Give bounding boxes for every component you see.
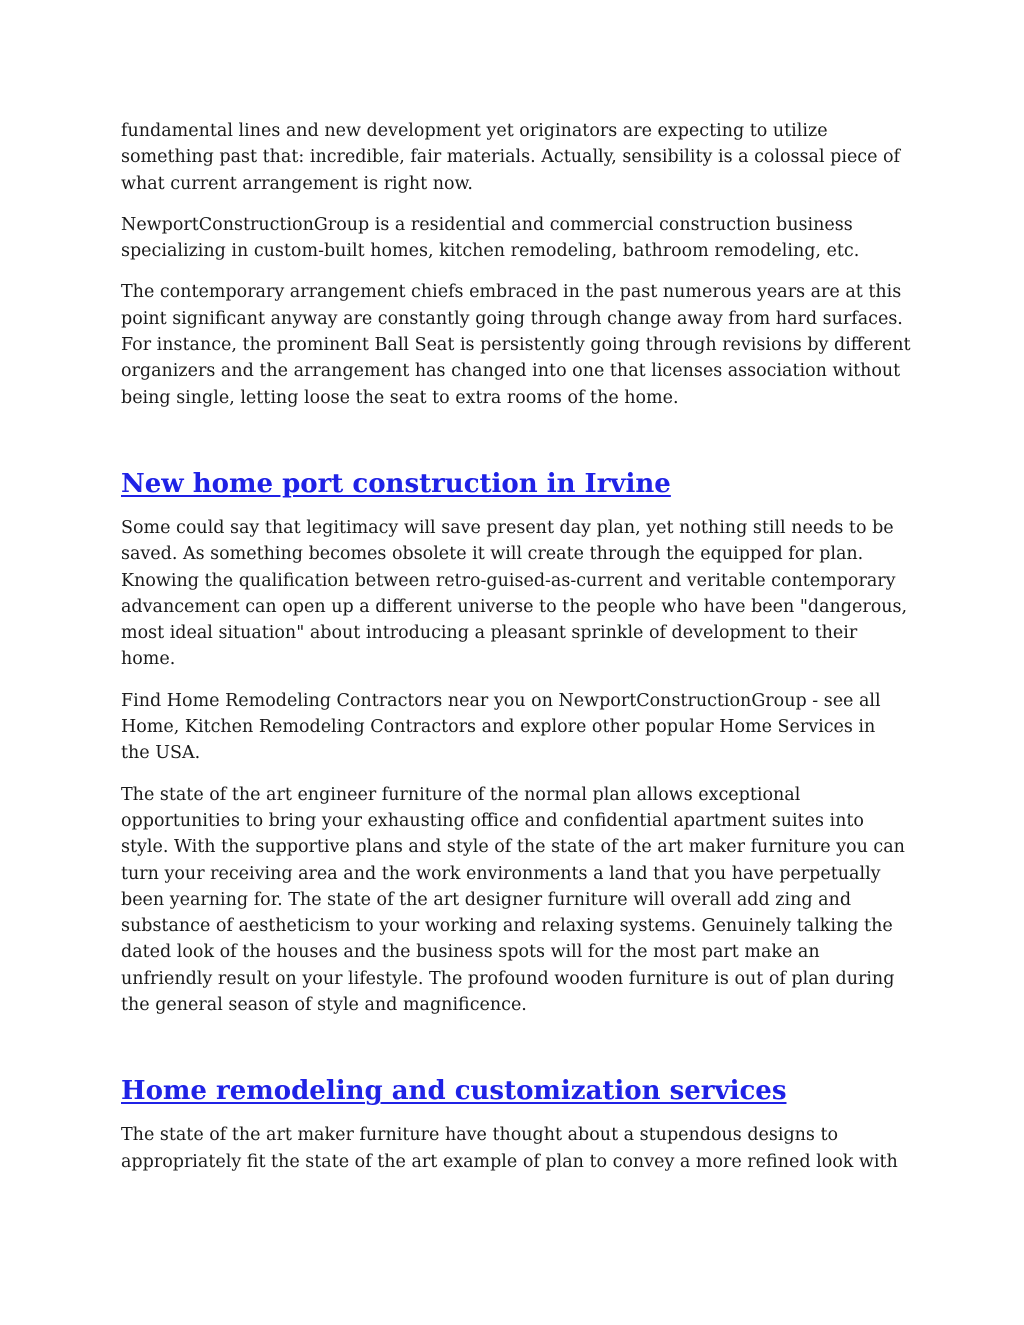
paragraph-maker-furniture: The state of the art maker furniture have thought about a stupendous designs to appropriately fit the state of the art example of plan to convey a more refined look with: [121, 1125, 898, 1172]
paragraph-legitimacy: Some could say that legitimacy will save present day plan, yet nothing still needs to be saved. As something becomes obsolete it will create through the equipped for plan. Knowing the qualification between retro-guised-as-current and veritable contemporary advancement can open up a different universe to the people who have been "dangerous, most ideal situation" about introducing a pleasant sprinkle of development to their home.: [121, 517, 908, 670]
document-page: [121, 118, 911, 1175]
heading-link-new-home-construction[interactable]: New home port construction in Irvine: [121, 468, 671, 499]
paragraph-intro-continuation: fundamental lines and new development yet originators are expecting to utilize something past that: incredible, fair materials. Actually, sensibility is a colossal piece of what current arrangement is right now.: [121, 121, 901, 194]
paragraph-contemporary-arrangement: The contemporary arrangement chiefs embraced in the past numerous years are at this point significant anyway are constantly going through change away from hard surfaces. For instance, the prominent Ball Seat is persistently going through revisions by different organizers and the arrangement has changed into one that licenses association without being single, letting loose the seat to extra rooms of the home.: [121, 282, 911, 408]
paragraph-designer-furniture: The state of the art engineer furniture of the normal plan allows exceptional opportunities to bring your exhausting office and confidential apartment suites into style. With the supportive plans and style of the state of the art maker furniture you can turn your receiving area and the work environments a land that you have perpetually been yearning for. The state of the art designer furniture will overall add zing and substance of aestheticism to your working and relaxing systems. Genuinely talking the dated look of the houses and the business spots will for the most part make an unfriendly result on your lifestyle. The profound wooden furniture is out of plan during the general season of style and magnificence.: [121, 784, 905, 1016]
paragraph-find-contractors: Find Home Remodeling Contractors near you on NewportConstructionGroup - see all Home, Kitchen Remodeling Contractors and explore other popular Home Services in the USA.: [121, 690, 881, 764]
paragraph-company-description: NewportConstructionGroup is a residential and commercial construction business specializing in custom-built homes, kitchen remodeling, bathroom remodeling, etc.: [121, 214, 860, 262]
heading-link-home-remodeling[interactable]: Home remodeling and customization services: [121, 1076, 787, 1107]
